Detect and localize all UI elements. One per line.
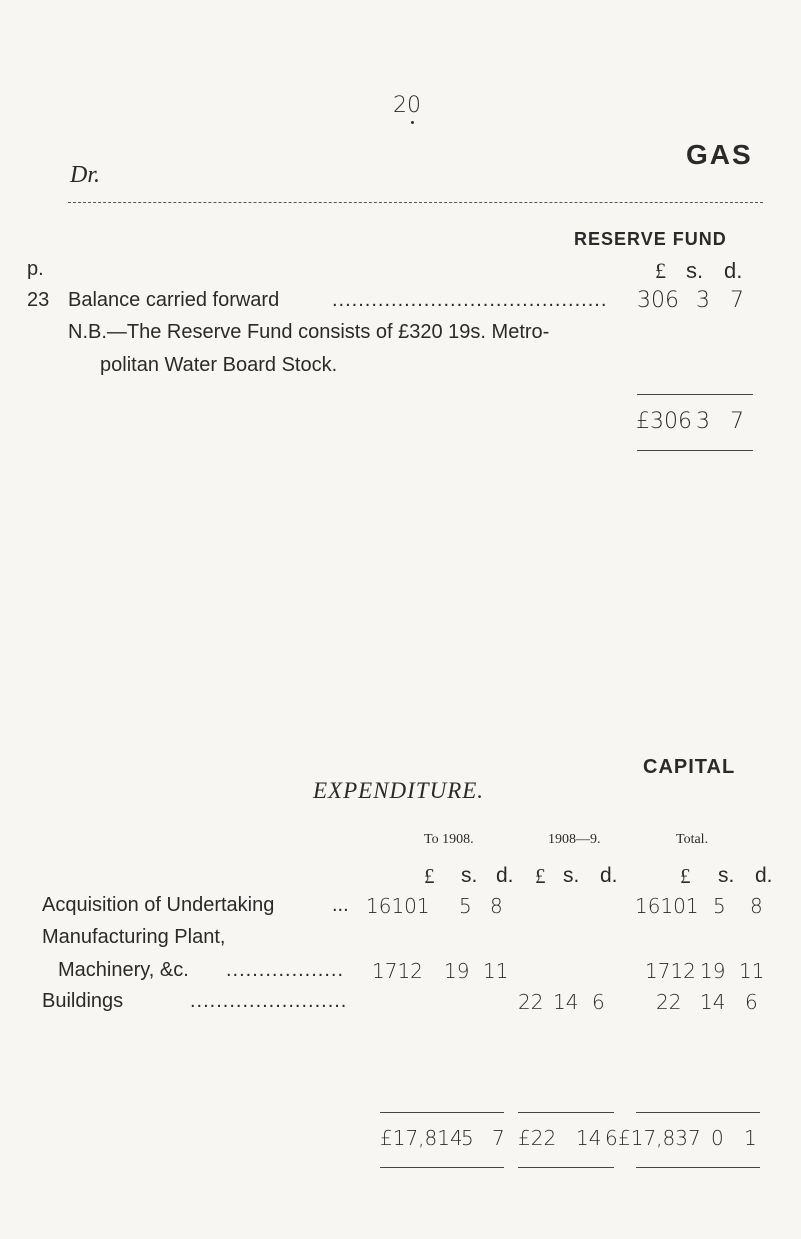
capital-rule-top: [518, 1112, 614, 1113]
row-to1908-shillings: 19: [444, 959, 470, 983]
row-label: Buildings: [42, 990, 124, 1012]
row-to1908-pence: 11: [483, 959, 509, 983]
capital-rule-top: [380, 1112, 504, 1113]
page-ref: 23: [27, 289, 50, 311]
grand-total-shillings: 0: [711, 1126, 724, 1150]
reserve-fund-title: RESERVE FUND: [574, 229, 727, 249]
reserve-note-line2: politan Water Board Stock.: [100, 354, 338, 376]
unit-pounds: £: [535, 864, 546, 888]
capital-rule-bottom: [518, 1167, 614, 1168]
row-total-pence: 11: [739, 959, 765, 983]
reserve-item-label: Balance carried forward: [68, 289, 280, 311]
shillings-header: s.: [686, 258, 704, 283]
grand-total-pence: 1: [744, 1126, 757, 1150]
row-total-pence: 6: [745, 990, 758, 1014]
capital-rule-bottom: [380, 1167, 504, 1168]
total-to1908-pence: 7: [492, 1126, 505, 1150]
row-to1908-shillings: 5: [459, 894, 472, 918]
unit-pence: d.: [755, 864, 773, 887]
row-total-shillings: 19: [700, 959, 726, 983]
row-total-pounds: 16101: [635, 894, 699, 918]
total-1908-9-pence: 6: [605, 1126, 618, 1150]
total-rule-bottom: [637, 450, 753, 451]
expenditure-title: EXPENDITURE.: [313, 778, 485, 803]
debit-label: Dr.: [70, 162, 101, 188]
header-rule: [68, 202, 763, 203]
reserve-item-pounds: 306: [637, 288, 679, 313]
unit-shillings: s.: [718, 864, 735, 887]
row-to1908-pence: 8: [490, 894, 503, 918]
leader-dots: ...: [332, 894, 349, 916]
row-total-shillings: 14: [700, 990, 726, 1014]
reserve-total-pounds: £306: [636, 409, 692, 434]
unit-shillings: s.: [461, 864, 478, 887]
page-number: 20: [393, 93, 421, 118]
unit-pounds: £: [424, 864, 435, 888]
row-label: Acquisition of Undertaking: [42, 894, 275, 916]
leader-dots: ........................: [190, 990, 348, 1012]
row-total-pence: 8: [750, 894, 763, 918]
page-ref-header: p.: [27, 258, 44, 280]
row-total-shillings: 5: [713, 894, 726, 918]
capital-rule-top: [636, 1112, 760, 1113]
unit-shillings: s.: [563, 864, 580, 887]
row-1908-9-shillings: 14: [553, 990, 579, 1014]
unit-pence: d.: [496, 864, 514, 887]
page-title: GAS: [686, 139, 753, 170]
row-label: Machinery, &c.: [58, 959, 189, 981]
total-1908-9-pounds: £22: [518, 1126, 557, 1150]
col-header-total: Total.: [676, 832, 709, 847]
row-total-pounds: 1712: [645, 959, 696, 983]
reserve-note-line1: N.B.—The Reserve Fund consists of £320 19s. Metro-: [68, 321, 550, 343]
row-to1908-pounds: 1712: [372, 959, 423, 983]
unit-pounds: £: [680, 864, 691, 888]
row-1908-9-pence: 6: [592, 990, 605, 1014]
unit-pence: d.: [600, 864, 618, 887]
row-total-pounds: 22: [656, 990, 682, 1014]
leader-dots: ..........................................: [332, 289, 608, 311]
capital-rule-bottom: [636, 1167, 760, 1168]
reserve-item-pence: 7: [730, 288, 744, 313]
pounds-header: £: [655, 258, 666, 283]
row-1908-9-pounds: 22: [518, 990, 544, 1014]
reserve-total-shillings: 3: [696, 409, 710, 434]
page-dot: [411, 121, 414, 124]
row-to1908-pounds: 16101: [366, 894, 430, 918]
total-rule-top: [637, 394, 753, 395]
total-to1908-pounds: £17,814: [380, 1126, 463, 1150]
grand-total-pounds: £17,837: [618, 1126, 701, 1150]
pence-header: d.: [724, 258, 743, 283]
total-to1908-shillings: 5: [461, 1126, 474, 1150]
col-header-to-1908: To 1908.: [424, 832, 474, 847]
reserve-item-shillings: 3: [696, 288, 710, 313]
total-1908-9-shillings: 14: [576, 1126, 602, 1150]
col-header-1908-9: 1908—9.: [548, 832, 601, 847]
leader-dots: ..................: [226, 959, 345, 981]
capital-title: CAPITAL: [643, 756, 736, 778]
row-label: Manufacturing Plant,: [42, 926, 226, 948]
reserve-total-pence: 7: [730, 409, 744, 434]
